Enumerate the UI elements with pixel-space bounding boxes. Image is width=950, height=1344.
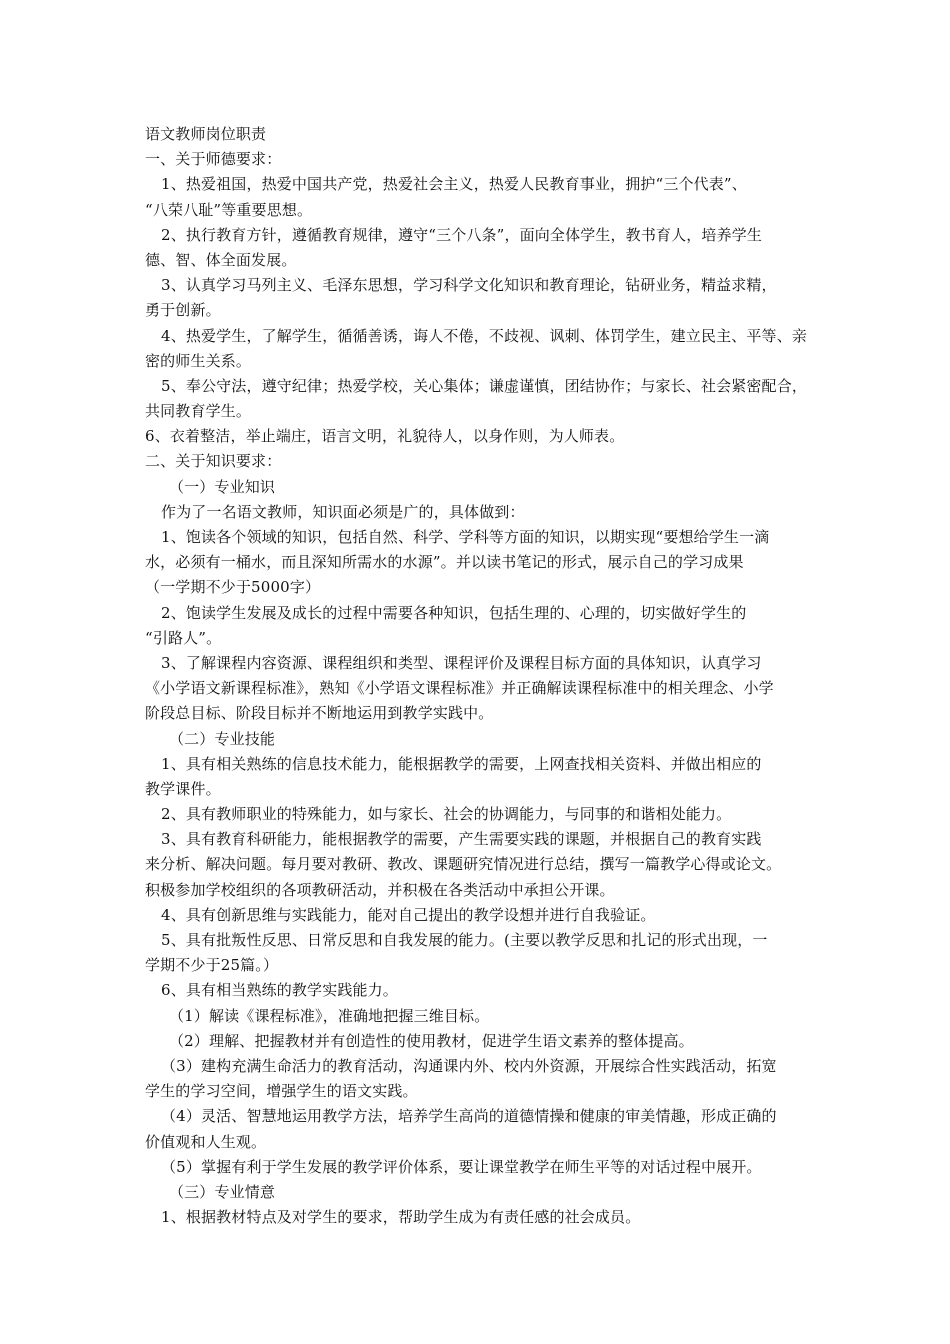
paragraph-line: 2、具有教师职业的特殊能力，如与家长、社会的协调能力，与同事的和谐相处能力。 <box>161 805 732 824</box>
paragraph-line: 6、具有相当熟练的教学实践能力。 <box>161 981 398 1000</box>
paragraph-line: 1、根据教材特点及对学生的要求，帮助学生成为有责任感的社会成员。 <box>161 1208 641 1227</box>
paragraph-line: 阶段总目标、阶段目标并不断地运用到教学实践中。 <box>145 704 494 723</box>
paragraph-line: 4、热爱学生，了解学生，循循善诱，诲人不倦，不歧视、讽刺、体罚学生，建立民主、平等、亲 <box>161 326 807 345</box>
paragraph-line: 2、饱读学生发展及成长的过程中需要各种知识，包括生理的、心理的，切实做好学生的 <box>161 603 747 622</box>
paragraph-line: 积极参加学校组织的各项教研活动，并积极在各类活动中承担公开课。 <box>145 880 615 899</box>
paragraph-line: “引路人”。 <box>145 628 222 647</box>
paragraph-line: 水，必须有一桶水，而且深知所需水的水源”。并以读书笔记的形式，展示自己的学习成果 <box>145 553 744 572</box>
paragraph-line: 德、智、体全面发展。 <box>145 250 297 269</box>
paragraph-line: 1、饱读各个领域的知识，包括自然、科学、学科等方面的知识，以期实现“要想给学生一滴 <box>161 528 770 546</box>
paragraph-line: 来分析、解决问题。每月要对教研、教改、课题研究情况进行总结，撰写一篇教学心得或论文。 <box>145 855 782 874</box>
paragraph-line: 3、具有教育科研能力，能根据教学的需要，产生需要实践的课题，并根据自己的教育实践 <box>161 830 762 849</box>
subsection-heading: （一）专业知识 <box>169 477 276 496</box>
paragraph-line: （3）建构充满生命活力的教育活动，沟通课内外、校内外资源，开展综合性实践活动，拓宽 <box>161 1056 777 1075</box>
paragraph-line: （4）灵活、智慧地运用教学方法，培养学生高尚的道德情操和健康的审美情趣，形成正确的 <box>161 1107 777 1126</box>
paragraph-line: 勇于创新。 <box>145 301 221 320</box>
paragraph-line: 1、热爱祖国，热爱中国共产党，热爱社会主义，热爱人民教育事业，拥护“三个代表”、 <box>161 175 747 194</box>
paragraph-line: 5、具有批叛性反思、日常反思和自我发展的能力。(主要以教学反思和扎记的形式出现，一 <box>161 931 768 949</box>
document-title: 语文教师岗位职责 <box>145 125 267 143</box>
paragraph-line: 1、具有相关熟练的信息技术能力，能根据教学的需要，上网查找相关资料、并做出相应的 <box>161 754 762 773</box>
paragraph-line: （2）理解、把握教材并有创造性的使用教材，促进学生语文素养的整体提高。 <box>169 1031 694 1050</box>
section-heading: 一、关于师德要求： <box>145 150 282 169</box>
paragraph-line: 4、具有创新思维与实践能力，能对自己提出的教学设想并进行自我验证。 <box>161 905 656 924</box>
paragraph-line: （5）掌握有利于学生发展的教学评价体系，要让课堂教学在师生平等的对话过程中展开。 <box>161 1157 762 1176</box>
paragraph-line: （1）解读《课程标准》，准确地把握三维目标。 <box>169 1006 490 1025</box>
subsection-heading: （三）专业情意 <box>169 1182 276 1201</box>
paragraph-line: 2、执行教育方针，遵循教育规律，遵守“三个八条”，面向全体学生，教书育人，培养学生 <box>161 225 763 244</box>
paragraph-line: 密的师生关系。 <box>145 351 252 370</box>
paragraph-line: （一学期不少于5000字） <box>145 578 321 597</box>
paragraph-line: 6、衣着整洁，举止端庄，语言文明，礼貌待人，以身作则，为人师表。 <box>145 427 625 446</box>
paragraph-line: 3、了解课程内容资源、课程组织和类型、课程评价及课程目标方面的具体知识，认真学习 <box>161 653 762 672</box>
paragraph-line: 3、认真学习马列主义、毛泽东思想，学习科学文化知识和教育理论，钻研业务，精益求精， <box>161 276 777 295</box>
paragraph-line: 价值观和人生观。 <box>145 1132 267 1151</box>
paragraph-line: 教学课件。 <box>145 779 221 798</box>
section-heading: 二、关于知识要求： <box>145 452 282 471</box>
paragraph-line: 作为了一名语文教师，知识面必须是广的，具体做到： <box>161 502 525 521</box>
paragraph-line: 5、奉公守法，遵守纪律；热爱学校，关心集体；谦虚谨慎，团结协作；与家长、社会紧密配合， <box>161 376 807 395</box>
paragraph-line: “八荣八耻”等重要思想。 <box>145 200 313 219</box>
subsection-heading: （二）专业技能 <box>169 729 276 748</box>
paragraph-line: 学期不少于25篇。） <box>145 956 279 975</box>
paragraph-line: 《小学语文新课程标准》，熟知《小学语文课程标准》并正确解读课程标准中的相关理念、小学 <box>145 679 774 698</box>
paragraph-line: 共同教育学生。 <box>145 402 252 421</box>
paragraph-line: 学生的学习空间，增强学生的语文实践。 <box>145 1082 418 1101</box>
document-body <box>145 122 810 1230</box>
